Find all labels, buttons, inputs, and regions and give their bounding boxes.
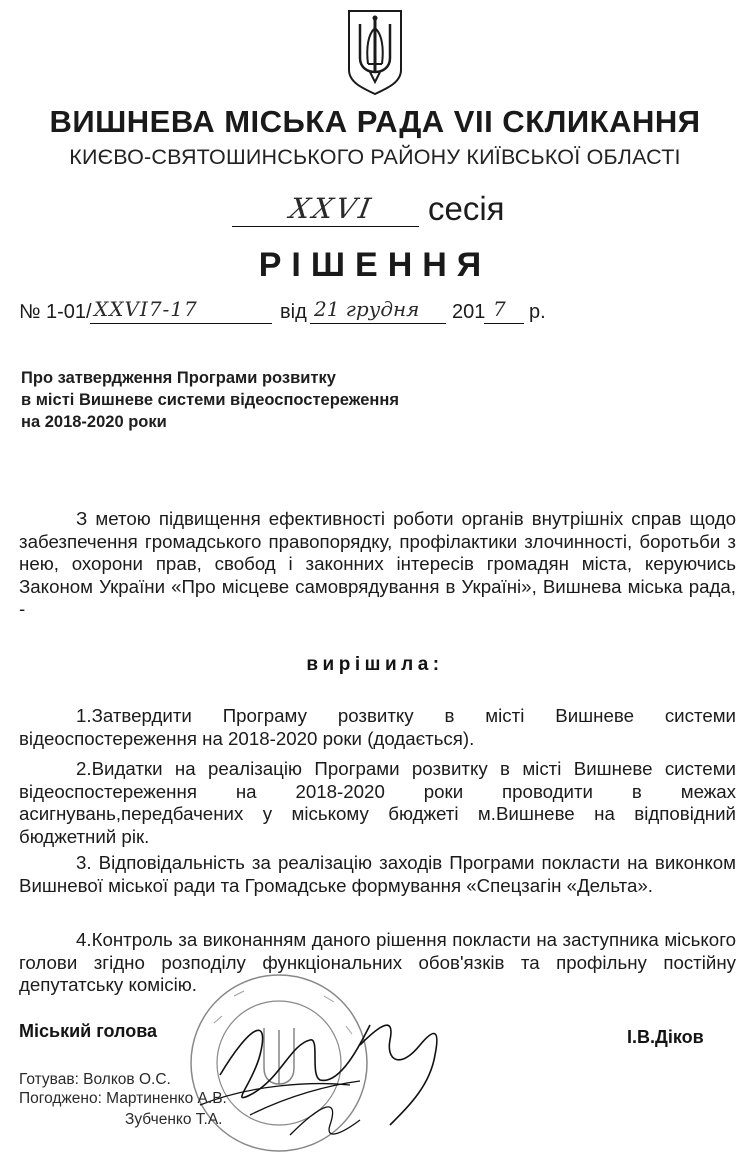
- year-digit: 7: [493, 297, 506, 321]
- decision-item-4: 4.Контроль за виконанням даного рішення покласти на заступника міського голови згідно розподілу функціональних обов'язків та профільну постійну депутатську комісію.: [19, 929, 736, 995]
- preamble: З метою підвищення ефективності роботи органів внутрішніх справ щодо забезпечення громадського правопорядку, профілактики злочинності, боротьби з нею, охорони прав, свобод і законних інтересів громадян міста, керуючись Законом України «Про місцеве самоврядування в Україні», Вишнева міська рада, -: [19, 508, 736, 619]
- registration-number: XXVI7-17: [94, 297, 198, 321]
- signatory-title: Міський голова: [19, 1021, 158, 1041]
- subject-line: Про затвердження Програми розвитку: [21, 369, 336, 387]
- prepared-by: Готував: Волков О.С.: [19, 1071, 171, 1088]
- decision-item-2: 2.Видатки на реалізацію Програми розвитку в місті Вишневе системи відеоспостереження на 2018-2020 роки проводити в межах асигнувань,передбачених у міському бюджеті м.Вишневе на відповідний бюджетний рік.: [19, 758, 736, 847]
- number-prefix: № 1-01/: [19, 301, 92, 323]
- signatory-name: І.В.Діков: [627, 1027, 704, 1047]
- subject-line: в місті Вишневе системи відеоспостереження: [21, 391, 399, 409]
- district-name: КИЄВО-СВЯТОШИНСЬКОГО РАЙОНУ КИЇВСЬКОЇ ОБЛАСТІ: [69, 145, 681, 169]
- mayor-signature: [190, 985, 480, 1155]
- council-name: ВИШНЕВА МІСЬКА РАДА VII СКЛИКАННЯ: [49, 104, 701, 139]
- subject-block: [21, 367, 399, 433]
- coat-of-arms-icon: [346, 8, 404, 96]
- session-label: сесія: [428, 190, 505, 227]
- decision-item-1: 1.Затвердити Програму розвитку в місті Вишневе системи відеоспостереження на 2018-2020 роки (додається).: [19, 705, 736, 749]
- agreed-by: Погоджено: Мартиненко А.В.: [19, 1090, 227, 1107]
- year-underline: [484, 323, 524, 324]
- from-label: від: [280, 301, 307, 323]
- number-underline: [90, 323, 272, 324]
- year-suffix: р.: [529, 301, 546, 323]
- decision-item-3: 3. Відповідальність за реалізацію заходів Програми покласти на виконком Вишневої міської ради та Громадське формування «Спецзагін «Дельта».: [19, 852, 736, 896]
- session-number: XXVI: [287, 192, 377, 225]
- decision-date: 21 грудня: [314, 297, 420, 321]
- document-title: РІШЕННЯ: [258, 246, 492, 284]
- year-prefix: 201: [452, 301, 486, 323]
- session-underline: [232, 226, 419, 227]
- resolved-heading: вирішила:: [306, 654, 444, 675]
- subject-line: на 2018-2020 роки: [21, 413, 167, 431]
- agreed-by-second: Зубченко Т.А.: [125, 1111, 223, 1128]
- date-underline: [310, 323, 446, 324]
